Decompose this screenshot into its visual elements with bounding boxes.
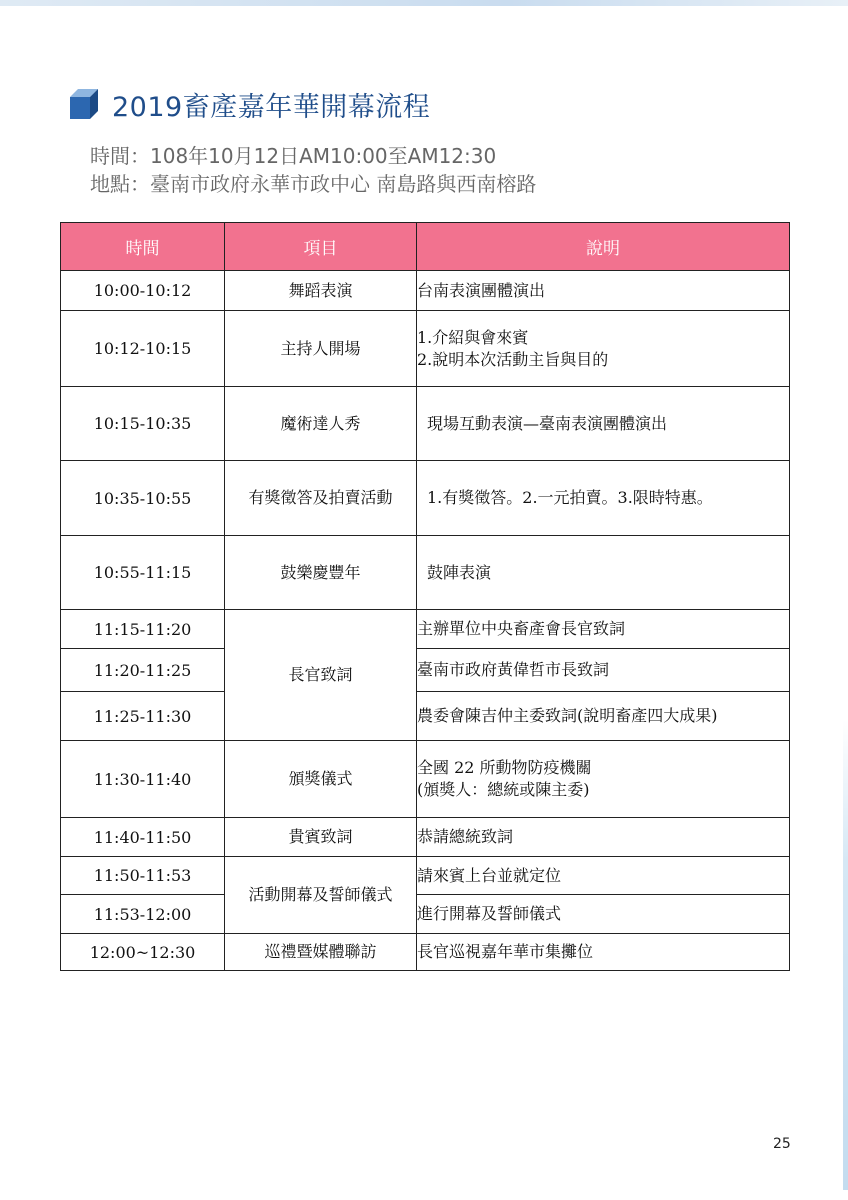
table-row — [61, 271, 790, 311]
time-cell: 11:53-12:00 — [61, 895, 225, 934]
table-row — [61, 934, 790, 971]
item-cell: 巡禮暨媒體聯訪 — [225, 934, 417, 971]
table-row — [61, 387, 790, 461]
description-line: 1.有獎徵答。2.一元拍賣。3.限時特惠。 — [427, 488, 713, 507]
table-row — [61, 818, 790, 857]
time-cell: 11:50-11:53 — [61, 857, 225, 895]
description-cell — [417, 387, 790, 461]
description-cell — [417, 741, 790, 818]
header-description: 說明 — [417, 223, 790, 271]
item-cell: 主持人開場 — [225, 311, 417, 387]
time-cell: 12:00~12:30 — [61, 934, 225, 971]
description-line: 鼓陣表演 — [427, 562, 492, 582]
item-cell: 活動開幕及誓師儀式 — [225, 857, 417, 934]
time-cell: 10:15-10:35 — [61, 387, 225, 461]
table-row — [61, 461, 790, 536]
description-line: 恭請總統致詞 — [417, 827, 514, 846]
time-cell: 11:30-11:40 — [61, 741, 225, 818]
description-cell — [417, 895, 790, 934]
table-header-row — [61, 223, 790, 271]
time-cell: 11:20-11:25 — [61, 649, 225, 692]
description-cell — [417, 271, 790, 311]
description-line: (頒獎人：總統或陳主委) — [417, 780, 590, 799]
event-info — [90, 142, 536, 198]
description-line: 現場互動表演—臺南表演團體演出 — [427, 413, 668, 433]
time-cell: 11:15-11:20 — [61, 610, 225, 649]
description-line: 台南表演團體演出 — [417, 280, 546, 300]
table-row — [61, 895, 790, 934]
description-cell — [417, 311, 790, 387]
description-line: 長官巡視嘉年華市集攤位 — [417, 942, 594, 961]
description-line: 主辦單位中央畜產會長官致詞 — [417, 619, 626, 638]
title-row — [66, 84, 430, 124]
item-cell: 魔術達人秀 — [225, 387, 417, 461]
page-title: 2019畜產嘉年華開幕流程 — [112, 91, 431, 123]
header-time: 時間 — [61, 223, 225, 271]
description-cell — [417, 610, 790, 649]
schedule-table — [60, 222, 790, 971]
item-cell: 鼓樂慶豐年 — [225, 536, 417, 610]
header-item: 項目 — [225, 223, 417, 271]
table-row — [61, 649, 790, 692]
description-line: 2.說明本次活動主旨與目的 — [417, 349, 609, 369]
description-line: 全國 22 所動物防疫機關 — [417, 758, 592, 777]
description-line: 請來賓上台並就定位 — [417, 865, 562, 885]
description-cell — [417, 692, 790, 741]
description-cell — [417, 857, 790, 895]
description-line: 1.介紹與會來賓 — [417, 327, 529, 347]
time-cell: 10:55-11:15 — [61, 536, 225, 610]
time-cell: 11:25-11:30 — [61, 692, 225, 741]
cube-icon — [66, 87, 100, 121]
time-cell: 10:12-10:15 — [61, 311, 225, 387]
event-time: 時間：108年10月12日AM10:00至AM12:30 — [90, 144, 497, 168]
table-row — [61, 741, 790, 818]
item-cell: 貴賓致詞 — [225, 818, 417, 857]
item-cell: 頒獎儀式 — [225, 741, 417, 818]
time-cell: 10:00-10:12 — [61, 271, 225, 311]
table-row — [61, 610, 790, 649]
table-row — [61, 536, 790, 610]
table-row — [61, 311, 790, 387]
description-line: 進行開幕及誓師儀式 — [417, 904, 562, 923]
description-cell — [417, 649, 790, 692]
description-cell — [417, 818, 790, 857]
description-cell — [417, 934, 790, 971]
event-place: 地點：臺南市政府永華市政中心 南島路與西南榕路 — [90, 172, 537, 196]
table-row — [61, 857, 790, 895]
description-line: 農委會陳吉仲主委致詞(說明畜產四大成果) — [417, 706, 718, 725]
page-number: 25 — [773, 1136, 791, 1152]
description-line: 臺南市政府黃偉哲市長致詞 — [417, 660, 610, 679]
description-cell — [417, 461, 790, 536]
table-row — [61, 692, 790, 741]
time-cell: 11:40-11:50 — [61, 818, 225, 857]
description-cell — [417, 536, 790, 610]
item-cell: 長官致詞 — [225, 610, 417, 741]
item-cell: 有獎徵答及拍賣活動 — [225, 461, 417, 536]
time-cell: 10:35-10:55 — [61, 461, 225, 536]
side-decor-band — [843, 720, 848, 1190]
item-cell: 舞蹈表演 — [225, 271, 417, 311]
top-decor-band — [0, 0, 848, 6]
